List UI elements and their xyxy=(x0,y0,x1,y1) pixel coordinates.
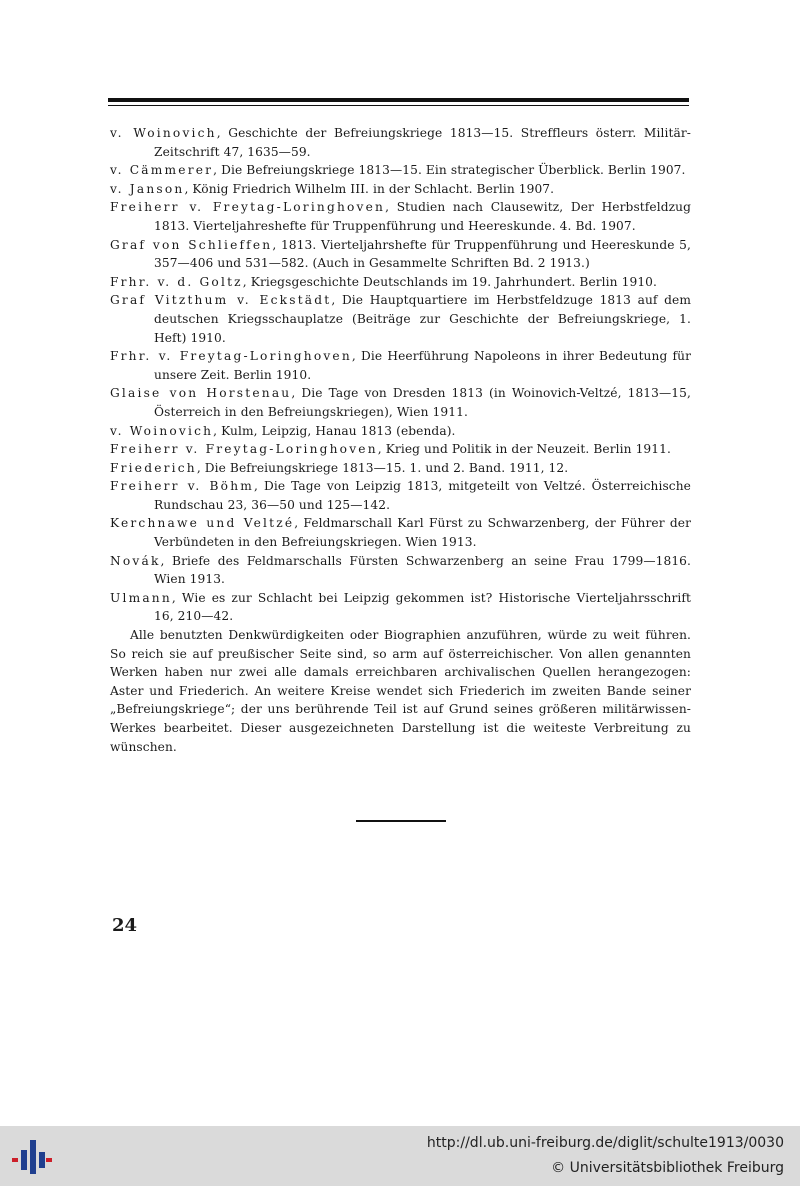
entry-text: , Feldmarschall Karl Fürst zu Schwarzenberg, der Führer der Verbündeten in den Befreiungskriegen. Wien 1913. xyxy=(154,516,691,550)
entry-text: , Die Befreiungskriege 1813—15. Ein strategischer Überblick. Berlin 1907. xyxy=(213,163,686,178)
end-rule xyxy=(356,820,446,822)
bibliography-entry xyxy=(110,552,691,589)
entry-author: Freiherr v. Freytag-Loringhoven xyxy=(110,442,378,457)
entry-author: Frhr. v. Freytag-Loringhoven xyxy=(110,349,352,364)
entry-author: v. Woinovich xyxy=(110,126,217,140)
entry-text: , Kulm, Leipzig, Hanau 1813 (ebenda). xyxy=(213,423,456,438)
entry-author: Graf Vitzthum v. Eckstädt xyxy=(110,293,332,308)
entry-text: , Die Befreiungskriege 1813—15. 1. und 2. Band. 1911, 12. xyxy=(196,460,569,475)
top-rule-thin xyxy=(108,105,689,106)
entry-text: , Wie es zur Schlacht bei Leipzig gekommen ist? Historische Vierteljahrsschrift 16, 210—42. xyxy=(154,590,691,624)
entry-author: Frhr. v. d. Goltz xyxy=(110,274,243,289)
entry-text: , Die Hauptquartiere im Herbstfeldzuge 1813 auf dem deutschen Kriegsschauplatze (Beiträge zur Geschichte der Befreiungskriege, 1. Heft) 1910. xyxy=(154,293,691,345)
bibliography-entry xyxy=(110,161,691,180)
bibliography-entry xyxy=(110,347,691,384)
bibliography-entry xyxy=(110,440,691,459)
bibliography-list xyxy=(110,124,691,626)
entry-author: Freiherr v. Freytag-Loringhoven xyxy=(110,200,386,215)
entry-text: , Die Tage von Dresden 1813 (in Woinovich-Veltzé, 1813—15, Österreich in den Befreiungskriegen), Wien 1911. xyxy=(154,386,691,419)
entry-author: v. Woinovich xyxy=(110,423,214,438)
entry-text: , Kriegsgeschichte Deutschlands im 19. Jahrhundert. Berlin 1910. xyxy=(242,274,657,289)
bibliography xyxy=(110,124,691,756)
bibliography-entry xyxy=(110,273,691,292)
entry-text: , Studien nach Clausewitz, Der Herbstfeldzug 1813. Vierteljahreshefte für Truppenführung und Heereskunde. 4. Bd. 1907. xyxy=(154,200,691,233)
entry-author: v. Cämmerer xyxy=(110,163,214,178)
bibliography-entry xyxy=(110,384,691,421)
bibliography-entry xyxy=(110,459,691,478)
bibliography-entry xyxy=(110,589,691,626)
copyright-text: © Universitätsbibliothek Freiburg xyxy=(551,1160,784,1176)
bibliography-entry xyxy=(110,198,691,235)
entry-author: Freiherr v. Böhm xyxy=(110,479,255,494)
bibliography-entry xyxy=(110,422,691,441)
viewer-footer xyxy=(0,1126,800,1186)
entry-author: Glaise von Horstenau xyxy=(110,386,292,401)
entry-text: , Briefe des Feldmarschalls Fürsten Schwarzenberg an seine Frau 1799—1816. Wien 1913. xyxy=(154,553,691,587)
source-url-link[interactable]: http://dl.ub.uni-freiburg.de/diglit/schulte1913/0030 xyxy=(426,1135,784,1151)
entry-author: Graf von Schlieffen xyxy=(110,237,273,252)
closing-paragraph: Alle benutzten Denkwürdigkeiten oder Biographien anzuführen, würde zu weit führen. So reich sie auf preußischer Seite sind, so arm auf österreichischer. Von allen genannten Werken haben nur zwei alle damals erreichbaren archivalischen Quellen herangezogen: Aster und Friederich. An weitere Kreise wendet sich Friederich im zweiten Bande seiner „Befreiungskriege“; der uns berührende Teil ist auf Grund seines größeren militärwissen-Werkes bearbeitet. Dieser ausgezeichneten Darstellung ist die weiteste Verbreitung zu wünschen. xyxy=(110,628,691,754)
bibliography-entry xyxy=(110,514,691,551)
bibliography-entry xyxy=(110,124,691,161)
entry-text: , König Friedrich Wilhelm III. in der Schlacht. Berlin 1907. xyxy=(184,181,555,196)
entry-text: , Die Tage von Leipzig 1813, mitgeteilt von Veltzé. Österreichische Rundschau 23, 36—50 und 125—142. xyxy=(154,479,691,512)
entry-text: , Krieg und Politik in der Neuzeit. Berlin 1911. xyxy=(377,442,671,457)
entry-text: , Die Heerführung Napoleons in ihrer Bedeutung für unsere Zeit. Berlin 1910. xyxy=(154,349,691,382)
entry-text: , Geschichte der Befreiungskriege 1813—15. Streffleurs österr. Militär-Zeitschrift 47, 1635—59. xyxy=(154,126,691,159)
top-rule xyxy=(108,98,689,102)
entry-author: Friederich xyxy=(110,460,197,475)
entry-author: Novák xyxy=(110,553,161,568)
bibliography-entry xyxy=(110,236,691,273)
entry-author: Kerchnawe und Veltzé xyxy=(110,516,295,531)
entry-text: , 1813. Vierteljahrshefte für Truppenführung und Heereskunde 5, 357—406 und 531—582. (Auch in Gesammelte Schriften Bd. 2 1913.) xyxy=(154,237,691,271)
entry-author: Ulmann xyxy=(110,590,172,605)
entry-author: v. Janson xyxy=(110,181,185,196)
bibliography-entry xyxy=(110,477,691,514)
ub-freiburg-logo-icon xyxy=(12,1138,52,1174)
page-number: 24 xyxy=(112,915,138,936)
bibliography-entry xyxy=(110,291,691,347)
bibliography-entry xyxy=(110,180,691,199)
